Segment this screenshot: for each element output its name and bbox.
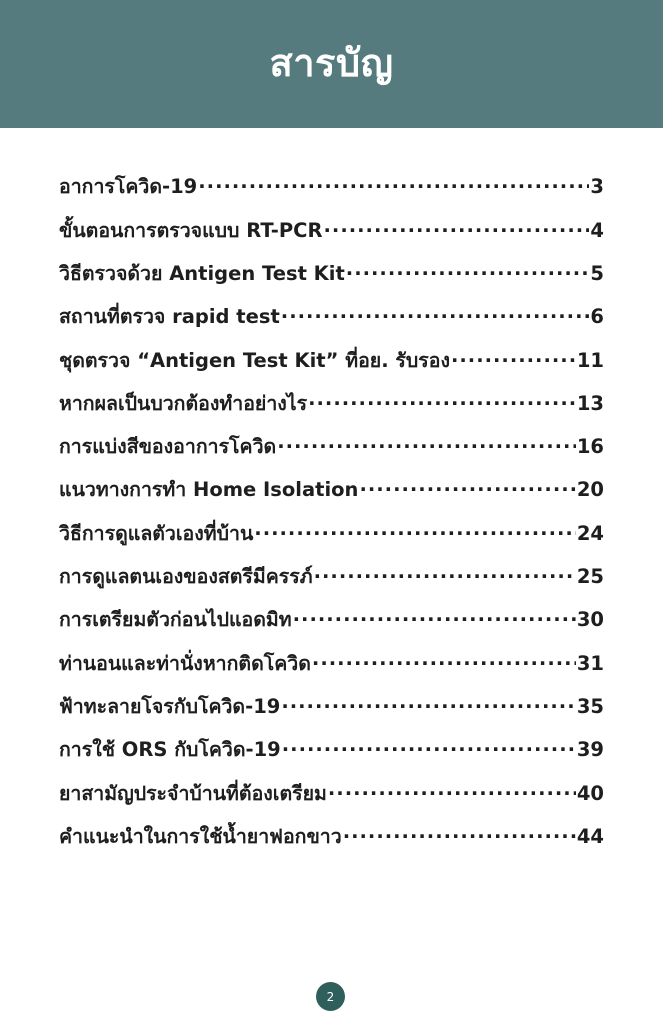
page-header [0, 0, 663, 128]
toc-entry-title: ชุดตรวจ “Antigen Test Kit” ที่อย. รับรอง [59, 348, 450, 372]
toc-entry [59, 300, 604, 343]
toc-entry-title: ท่านอนและท่านั่งหากติดโควิด [59, 651, 311, 675]
dot-leader [281, 690, 576, 713]
dot-leader [312, 646, 576, 669]
toc-entry-title: ขั้นตอนการตรวจแบบ RT-PCR [59, 218, 323, 242]
dot-leader [324, 213, 590, 236]
toc-entry-title: การเตรียมตัวก่อนไปแอดมิท [59, 608, 292, 632]
toc-entry-page: 24 [576, 521, 604, 545]
toc-entry-page: 4 [590, 218, 604, 242]
toc-entry [59, 170, 604, 213]
toc-entry-title: ฟ้าทะลายโจรกับโควิด-19 [59, 694, 281, 718]
toc-entry-title: สถานที่ตรวจ rapid test [59, 305, 280, 329]
toc-entry-title: การแบ่งสีของอาการโควิด [59, 435, 277, 459]
toc-entry-title: การใช้ ORS กับโควิด-19 [59, 738, 281, 762]
toc-entry [59, 430, 604, 473]
toc-entry-title: ยาสามัญประจำบ้านที่ต้องเตรียม [59, 781, 327, 805]
dot-leader [254, 516, 576, 539]
toc-entry [59, 733, 604, 776]
toc-entry-title: แนวทางการทำ Home Isolation [59, 478, 359, 502]
toc-entry [59, 473, 604, 516]
toc-entry-title: วิธีตรวจด้วย Antigen Test Kit [59, 261, 345, 285]
toc-entry-page: 3 [590, 175, 604, 199]
toc-entry-page: 39 [576, 738, 604, 762]
toc-entry-title: คำแนะนำในการใช้น้ำยาฟอกขาว [59, 824, 342, 848]
toc-entry [59, 646, 604, 689]
toc-entry [59, 343, 604, 386]
toc-entry [59, 386, 604, 429]
dot-leader [198, 170, 589, 193]
toc-entry-page: 20 [576, 478, 604, 502]
dot-leader [328, 776, 576, 799]
dot-leader [293, 603, 576, 626]
toc-entry [59, 257, 604, 300]
toc-entry-page: 30 [576, 608, 604, 632]
toc-entry-page: 11 [576, 348, 604, 372]
toc-entry-page: 16 [576, 435, 604, 459]
dot-leader [346, 257, 590, 280]
toc-entry [59, 560, 604, 603]
dot-leader [308, 386, 576, 409]
dot-leader [359, 473, 575, 496]
table-of-contents [59, 170, 604, 863]
dot-leader [343, 819, 576, 842]
toc-entry-page: 40 [576, 781, 604, 805]
page-number-badge: 2 [316, 982, 345, 1011]
dot-leader [451, 343, 576, 366]
toc-entry [59, 516, 604, 559]
toc-entry [59, 776, 604, 819]
dot-leader [314, 560, 576, 583]
toc-entry [59, 819, 604, 862]
toc-entry-title: การดูแลตนเองของสตรีมีครรภ์ [59, 565, 313, 589]
dot-leader [281, 300, 590, 323]
toc-entry-page: 5 [590, 261, 604, 285]
toc-entry-title: วิธีการดูแลตัวเองที่บ้าน [59, 521, 254, 545]
toc-entry [59, 690, 604, 733]
toc-entry [59, 213, 604, 256]
toc-entry-page: 44 [576, 824, 604, 848]
toc-entry-title: หากผลเป็นบวกต้องทำอย่างไร [59, 391, 308, 415]
page-title: สารบัญ [269, 40, 394, 85]
toc-entry-page: 6 [590, 305, 604, 329]
dot-leader [277, 430, 576, 453]
toc-entry-page: 25 [576, 565, 604, 589]
toc-entry-page: 13 [576, 391, 604, 415]
toc-entry [59, 603, 604, 646]
toc-entry-page: 31 [576, 651, 604, 675]
toc-entry-page: 35 [576, 694, 604, 718]
dot-leader [282, 733, 576, 756]
toc-entry-title: อาการโควิด-19 [59, 175, 198, 199]
